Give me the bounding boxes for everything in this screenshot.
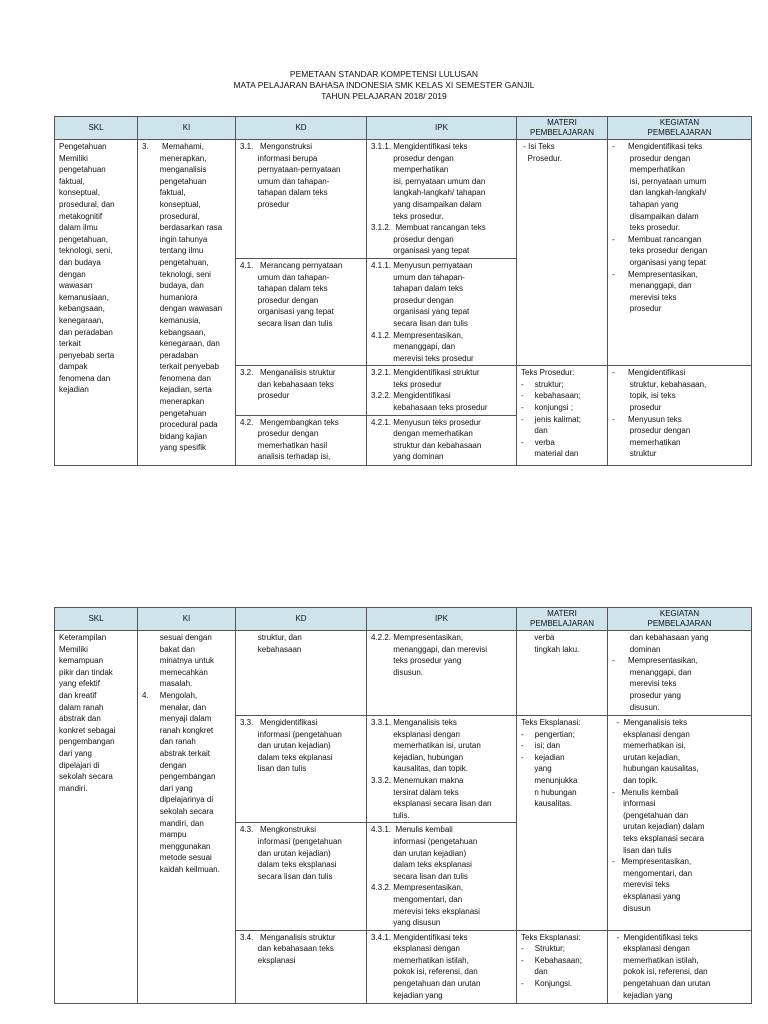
skl-cell: Pengetahuan Memiliki pengetahuan faktual, konseptual, prosedural, dan metakognitif dalam ilmu pengetahuan, teknologi, seni, dan budaya dengan wawasan kemanusiaan, kebangsaan, kenegaraan, dan peradaban terkait penyebab serta dampak fenomena dan kejadian [55, 140, 138, 466]
ipk-cell: 4.2.1. Menyusun teks prosedur dengan memerhatikan struktur dan kebahasaan yang dominan [367, 415, 517, 465]
ipk-cell: 4.1.1. Menyusun pernyataan umum dan tahapan- tahapan dalam teks prosedur dengan organisasi yang tepat secara lisan dan tulis 4.1.2. Mempresentasikan, menanggapi, dan merevisi teks prosedur [367, 258, 517, 365]
kd-cell: 4.3. Mengkonstruksi informasi (pengetahuan dan urutan kejadian) dalam teks eksplanasi secara lisan dan tulis [236, 823, 367, 930]
materi-cell: Teks Eksplanasi: - pengertian; - isi; dan - kejadian yang menunjukka n hubungan kausalitas. [517, 716, 608, 931]
kd-cell: 3.1. Mengonstruksi informasi berupa pernyataan-pernyataan umum dan tahapan- tahapan dalam teks prosedur [236, 140, 367, 259]
col-header-ipk: IPK [367, 608, 517, 631]
table-header-row [55, 117, 752, 140]
ipk-cell: 3.4.1. Mengidentifikasi teks eksplanasi dengan memerhatikan istilah, pokok isi, referensi, dan pengetahuan dan urutan kejadian yang [367, 930, 517, 1003]
table-header-row [55, 608, 752, 631]
col-header-kd: KD [236, 608, 367, 631]
col-header-kegiatan: KEGIATAN PEMBELAJARAN [608, 608, 752, 631]
col-header-materi: MATERI PEMBELAJARAN [517, 608, 608, 631]
kegiatan-cell: - Mengidentifikasi teks eksplanasi dengan memerhatikan istilah, pokok isi, referensi, dan pengetahuan dan urutan kejadian yang [608, 930, 752, 1003]
materi-cell: verba tingkah laku. [517, 631, 608, 716]
kd-cell: 3.2. Menganalisis struktur dan kebahasaan teks prosedur [236, 366, 367, 415]
table-row [55, 140, 752, 259]
competency-table-page-2 [54, 607, 752, 1004]
doc-title-line-3: TAHUN PELAJARAN 2018/ 2019 [321, 91, 447, 101]
ki-cell: sesuai dengan bakat dan minatnya untuk memecahkan masalah. 4. Mengolah, menalar, dan menyaji dalam ranah kongkret dan ranah abstrak terkait dengan pengembangan dari yang dipelajarinya di sekolah secara mandiri, dan mampu menggunakan metode sesuai kaidah keilmuan. [138, 631, 236, 1004]
ki-cell: 3. Memahami, menerapkan, menganalisis pengetahuan faktual, konseptual, prosedural, berdasarkan rasa ingin tahunya tentang ilmu pengetahuan, teknologi, seni budaya, dan humaniora dengan wawasan kemanusia, kebangsaan, kenegaraan, dan peradaban terkait penyebab fenomena dan kejadian, serta menerapkan pengetahuan procedural pada bidang kajian yang spesifik [138, 140, 236, 466]
col-header-ki: KI [138, 608, 236, 631]
kd-cell: 4.2. Mengembangkan teks prosedur dengan memerhatikan hasil analisis terhadap isi, [236, 415, 367, 465]
col-header-ki: KI [138, 117, 236, 140]
kegiatan-cell: - Mengidentifikasi struktur, kebahasaan, topik, isi teks prosedur - Menyusun teks prosedur dengan memerhatikan struktur [608, 366, 752, 465]
col-header-kd: KD [236, 117, 367, 140]
ipk-cell: 3.3.1. Menganalisis teks eksplanasi dengan memerhatikan isi, urutan kejadian, hubungan kausalitas, dan topik. 3.3.2. Menemukan makna tersirat dalam teks eksplanasi secara lisan dan tulis. [367, 716, 517, 823]
skl-cell: Keterampilan Memiliki kemampuan pikir dan tindak yang efektif dan kreatif dalam ranah abstrak dan konkret sebagai pengembangan dari yang dipelajari di sekolah secara mandiri. [55, 631, 138, 1004]
kd-cell: 4.1. Merancang pernyataan umum dan tahapan- tahapan dalam teks prosedur dengan organisasi yang tepat secara lisan dan tulis [236, 258, 367, 365]
kegiatan-cell: - Mengidentifikasi teks prosedur dengan memperhatikan isi, pernyataan umum dan langkah-langkah/ tahapan yang disampaikan dalam teks prosedur. - Membuat rancangan teks prosedur dengan organisasi yang tepat - Mempresentasikan, menanggapi, dan merevisi teks prosedur [608, 140, 752, 366]
col-header-ipk: IPK [367, 117, 517, 140]
kd-cell: 3.3. Mengidentifikasi informasi (pengetahuan dan urutan kejadian) dalam teks ekplanasi lisan dan tulis [236, 716, 367, 823]
competency-table-page-1 [54, 116, 752, 466]
col-header-skl: SKL [55, 117, 138, 140]
kd-cell: 3.4. Menganalisis struktur dan kebahasaan teks eksplanasi [236, 930, 367, 1003]
materi-cell: - Isi Teks Prosedur. [517, 140, 608, 366]
ipk-cell: 3.1.1. Mengidentifikasi teks prosedur dengan memperhatikan isi, pernyataan umum dan langkah-langkah/ tahapan yang disampaikan dalam teks prosedur. 3.1.2. Membuat rancangan teks prosedur dengan organisasi yang tepat [367, 140, 517, 259]
col-header-materi: MATERI PEMBELAJARAN [517, 117, 608, 140]
doc-title-line-1: PEMETAAN STANDAR KOMPETENSI LULUSAN [289, 69, 479, 79]
table-row [55, 631, 752, 716]
ipk-cell: 3.2.1. Mengidentifikasi struktur teks prosedur 3.2.2. Mengidentifikasi kebahasaan teks prosedur [367, 366, 517, 415]
col-header-skl: SKL [55, 608, 138, 631]
materi-cell: Teks Eksplanasi: - Struktur; - Kebahasaan; dan - Konjungsi. [517, 930, 608, 1003]
col-header-kegiatan: KEGIATAN PEMBELAJARAN [608, 117, 752, 140]
kegiatan-cell: - Menganalisis teks eksplanasi dengan memerhatikan isi, urutan kejadian, hubungan kausalitas, dan topik. - Menulis kembali informasi (pengetahuan dan urutan kejadian) dalam teks eksplanasi secara lisan dan tulis - Mempresentasikan, mengomentari, dan merevisi teks eksplanasi yang disusun [608, 716, 752, 931]
kd-cell: struktur, dan kebahasaan [236, 631, 367, 716]
ipk-cell: 4.2.2. Mempresentasikan, menanggapi, dan merevisi teks prosedur yang disusun. [367, 631, 517, 716]
ipk-cell: 4.3.1. Menulis kembali informasi (pengetahuan dan urutan kejadian) dalam teks eksplanasi secara lisan dan tulis 4.3.2. Mempresentasikan, mengomentari, dan merevisi teks eksplanasi yang disusun [367, 823, 517, 930]
materi-cell: Teks Prosedur: - struktur; - kebahasaan; - konjungsi ; - jenis kalimat; dan - verba material dan [517, 366, 608, 465]
doc-title-line-2: MATA PELAJARAN BAHASA INDONESIA SMK KELAS XI SEMESTER GANJIL [233, 80, 535, 90]
kegiatan-cell: dan kebahasaan yang dominan - Mempresentasikan, menanggapi, dan merevisi teks prosedur yang disusun. [608, 631, 752, 716]
